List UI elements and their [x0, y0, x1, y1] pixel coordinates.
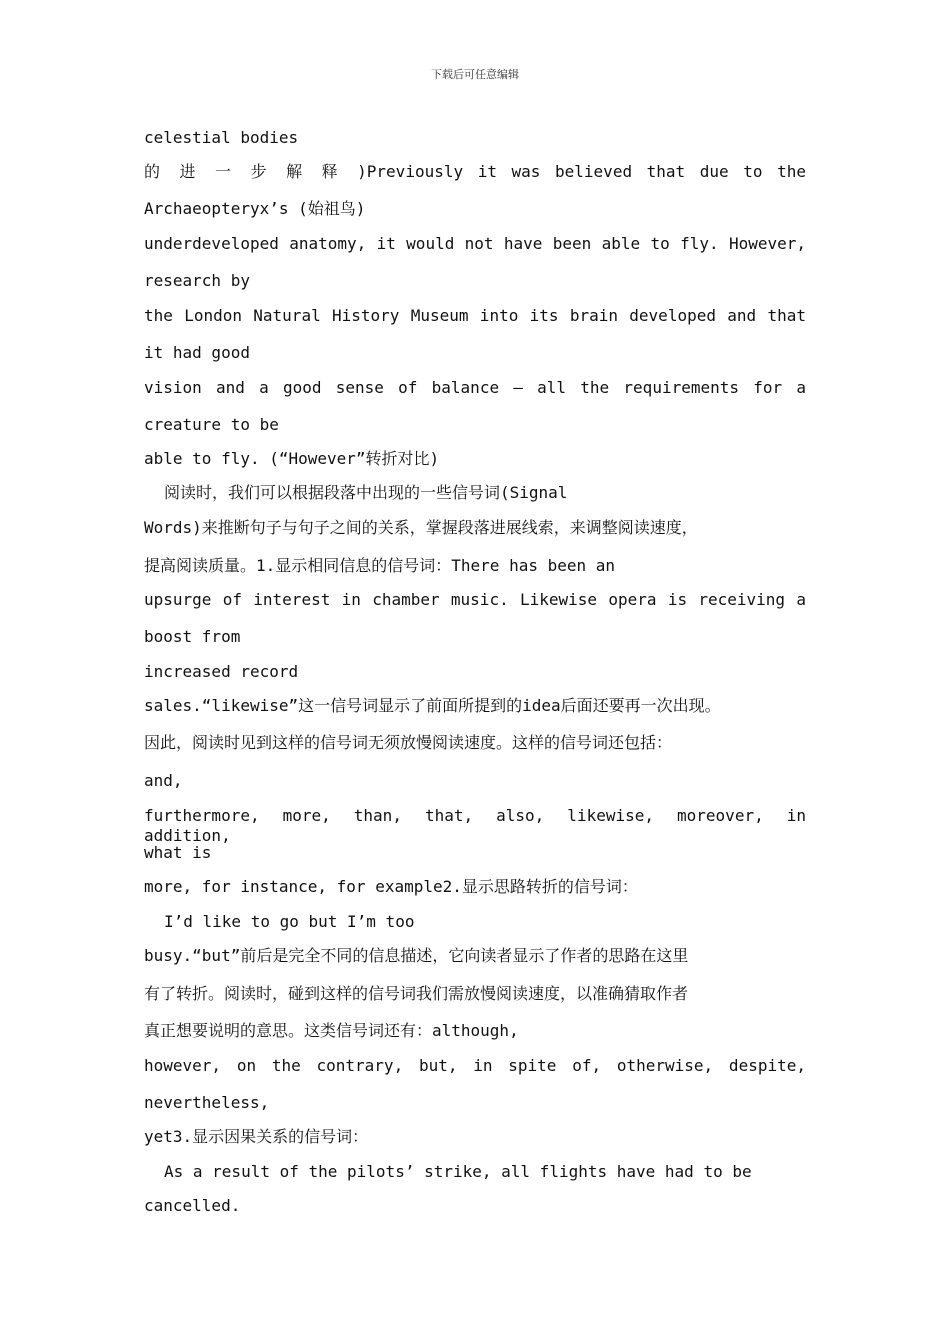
text-line: able to fly. (“However”转折对比) — [144, 449, 440, 468]
text-line: 真正想要说明的意思。这类信号词还有：although, — [144, 1021, 519, 1040]
text-line: more, for instance, for example2.显示思路转折的信号词： — [144, 877, 638, 896]
text-line: 阅读时，我们可以根据段落中出现的一些信号词(Signal — [164, 483, 568, 502]
text-line: yet3.显示因果关系的信号词： — [144, 1127, 369, 1146]
text-line: celestial bodies — [144, 128, 299, 147]
text-line: busy.“but”前后是完全不同的信息描述，它向读者显示了作者的思路在这里 — [144, 946, 689, 965]
text-line: 因此，阅读时见到这样的信号词无须放慢阅读速度。这样的信号词还包括： — [144, 733, 673, 752]
text-line: the London Natural History Museum into its brain developed and that — [144, 306, 806, 325]
text-line: underdeveloped anatomy, it would not have been able to fly. However, — [144, 234, 806, 253]
text-line: Archaeopteryx’s (始祖鸟) — [144, 199, 366, 218]
text-line: cancelled. — [144, 1196, 241, 1215]
text-line: and, — [144, 771, 183, 790]
text-line: nevertheless, — [144, 1093, 270, 1112]
text-line: what is — [144, 843, 212, 862]
page-header: 下载后可任意编辑 — [431, 68, 519, 81]
text-line: 提高阅读质量。1.显示相同信息的信号词：There has been an — [144, 556, 616, 575]
text-line: furthermore, more, than, that, also, likewise, moreover, in addition, — [144, 806, 806, 845]
text-line: vision and a good sense of balance — all the requirements for a — [144, 378, 806, 397]
text-line: I’d like to go but I’m too — [164, 912, 415, 931]
text-line: creature to be — [144, 415, 279, 434]
text-line: increased record — [144, 662, 299, 681]
text-line: As a result of the pilots’ strike, all flights have had to be — [164, 1162, 752, 1181]
text-line: sales.“likewise”这一信号词显示了前面所提到的idea后面还要再一次出现。 — [144, 696, 721, 715]
text-line: 的 进 一 步 解 释 )Previously it was believed that due to the — [144, 162, 806, 181]
text-line: research by — [144, 271, 250, 290]
text-line: it had good — [144, 343, 250, 362]
text-line: 有了转折。阅读时，碰到这样的信号词我们需放慢阅读速度，以准确猜取作者 — [144, 984, 689, 1003]
text-line: however, on the contrary, but, in spite of, otherwise, despite, — [144, 1056, 806, 1075]
text-line: boost from — [144, 627, 241, 646]
text-line: upsurge of interest in chamber music. Likewise opera is receiving a — [144, 590, 806, 609]
text-line: Words)来推断句子与句子之间的关系，掌握段落进展线索，来调整阅读速度， — [144, 518, 698, 537]
